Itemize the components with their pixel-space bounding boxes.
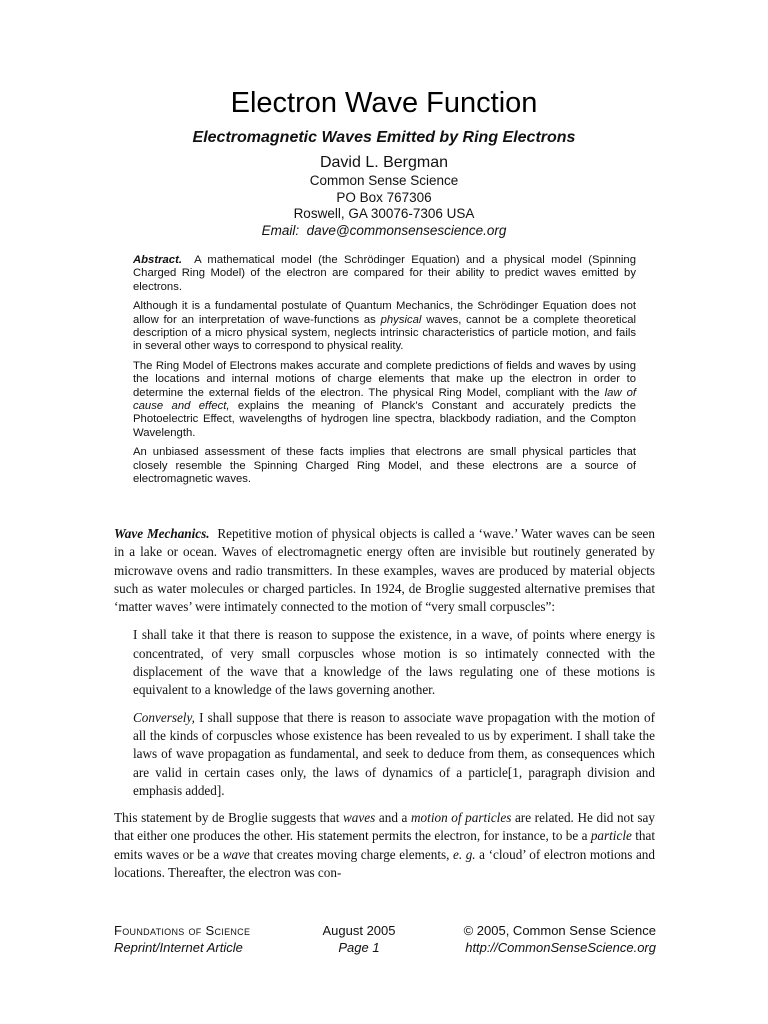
body-emphasis: waves [343, 810, 376, 826]
copyright-notice: © 2005, Common Sense Science [463, 923, 656, 938]
body-emphasis: particle [590, 828, 632, 844]
footer-left [114, 922, 250, 956]
abstract-text: explains the meaning of Planck’s Constant and accurately predicts the Photoelectric Effect, wavelengths of hydrogen line spectra, blackbody radiation, and the Compton Wavelength. [133, 400, 636, 439]
body-text-run: Repetitive motion of physical objects is called a ‘wave.’ Water waves can be seen in a lake or ocean. Waves of electromagnetic energy often are invisible but routinely generated by microwave ovens and radio transmitters. In these examples, waves are produced by material objects such as water molecules or charged particles. In 1924, de Broglie suggested alternative premises that ‘matter waves’ were intimately connected to the motion of “very small corpuscles”: [114, 526, 656, 615]
journal-name: Foundations of Science [114, 923, 251, 938]
abstract-paragraph [133, 254, 636, 294]
page-title: Electron Wave Function [230, 87, 538, 119]
footer-right [464, 922, 656, 956]
abstract-paragraph [133, 300, 636, 354]
page-footer [114, 922, 656, 958]
issue-date: August 2005 [322, 923, 396, 938]
abstract-paragraph [133, 360, 636, 440]
address-line-2: Roswell, GA 30076-7306 USA [293, 206, 475, 221]
abstract-text: An unbiased assessment of these facts implies that electrons are small physical particles that closely resemble the Spinning Charged Ring Model, and these electrons are a source of electromagnetic waves. [133, 446, 636, 486]
abstract-text: A mathematical model (the Schrödinger Equation) and a physical model (Spinning Charged Ring Model) of the electron are compared for their ability to predict waves emitted by electrons. [133, 254, 637, 293]
block-quote [133, 626, 655, 699]
block-quote [133, 709, 655, 800]
email-address: dave@commonsensescience.org [306, 222, 507, 238]
abstract-emphasis: physical [380, 313, 422, 326]
abstract-text: Although it is a fundamental postulate of Quantum Mechanics, the Schrödinger Equation does not allow for an interpretation of wave-functions as [133, 300, 636, 326]
page-subtitle: Electromagnetic Waves Emitted by Ring Electrons [192, 129, 576, 146]
footer-center [314, 922, 404, 956]
author-block [0, 153, 768, 239]
abstract-label: Abstract. [133, 254, 182, 266]
organization: Common Sense Science [309, 173, 459, 188]
body-emphasis: motion of particles [411, 810, 512, 826]
author-name: David L. Bergman [319, 154, 449, 171]
quote-emphasis: Conversely, [133, 709, 195, 725]
quote-text: I shall take it that there is reason to suppose the existence, in a wave, of points where energy is concentrated, of very small corpuscles whose motion is so intimately connected with the displacement of the wave that a knowledge of the laws regulating one of these motions is equivalent to a knowledge of the laws governing another. [133, 627, 655, 698]
body-text [114, 525, 655, 892]
email-label: Email: [261, 222, 300, 238]
reprint-label: Reprint/Internet Article [114, 940, 243, 955]
quote-text: I shall suppose that there is reason to associate wave propagation with the motion of all the kinds of corpuscles whose existence has been revealed to us by experiment. I shall take the laws of wave propagation as fundamental, and seek to deduce from them, as consequences which are valid in certain cases only, the laws of dynamics of a particle[1, paragraph division and emphasis added]. [133, 709, 655, 798]
body-paragraph [114, 809, 655, 882]
body-text-run: that creates moving charge elements, [249, 846, 453, 862]
body-text-run: that emits waves or be a [114, 828, 655, 862]
page-number: Page 1 [338, 940, 380, 955]
section-lead: Wave Mechanics. [114, 526, 210, 541]
body-emphasis: e. g. [452, 846, 476, 862]
body-text-run: a ‘cloud’ of electron motions and locations. Thereafter, the electron was con- [114, 846, 655, 881]
abstract-emphasis: law of cause and effect, [133, 386, 636, 413]
abstract-paragraph [133, 446, 636, 486]
abstract-text: waves, cannot be a complete theoretical description of a micro physical system, neglects intrinsic characteristics of particle motion, and fails in several other ways to correspond to physical reality. [133, 313, 637, 353]
address-line-1: PO Box 767306 [336, 189, 432, 205]
email-line [0, 223, 768, 240]
abstract-text: The Ring Model of Electrons makes accurate and complete predictions of fields and waves by using the locations and internal motions of charge elements that make up the electron in order to determine the external fields of the electron. The physical Ring Model, compliant with the [133, 359, 636, 399]
website-link[interactable]: http://CommonSenseScience.org [465, 940, 656, 955]
body-text-run: This statement by de Broglie suggests that [114, 810, 344, 826]
body-paragraph [114, 525, 655, 616]
body-emphasis: wave [222, 846, 250, 862]
body-text-run: are related. He did not say that either one produces the other. His statement permits the electron, for instance, to be a [114, 810, 655, 844]
body-text-run: and a [375, 810, 412, 826]
abstract [133, 254, 636, 493]
